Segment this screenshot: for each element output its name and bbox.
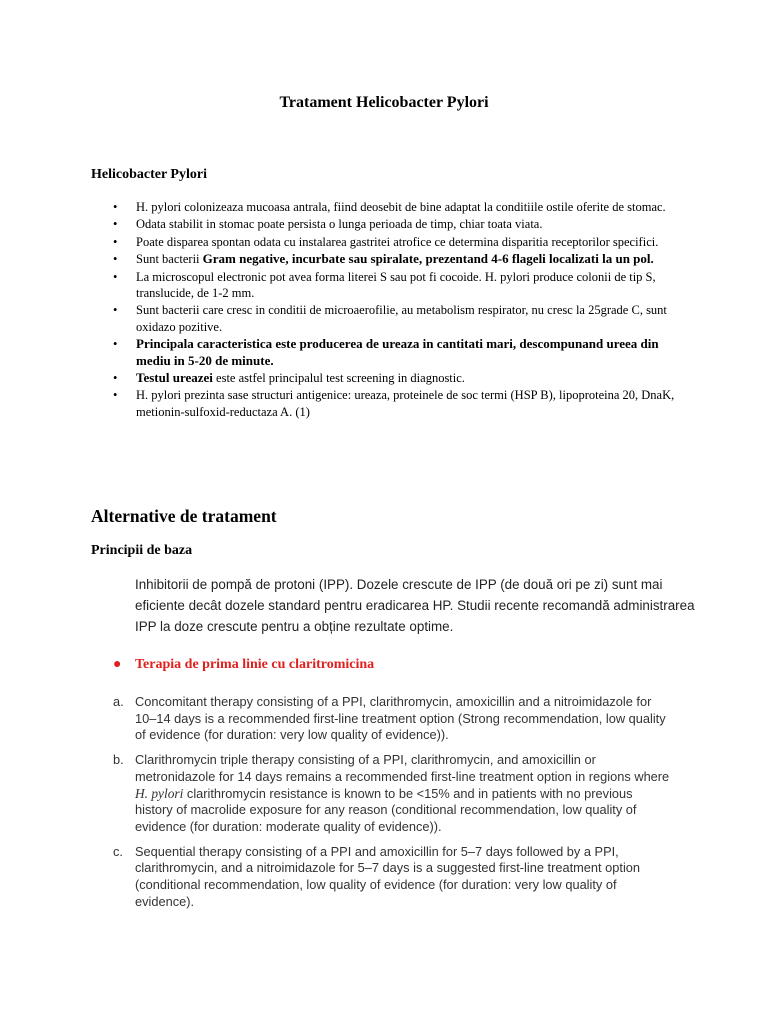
section-heading: Helicobacter Pylori: [91, 167, 207, 182]
red-bullet-icon: ●: [113, 657, 122, 672]
first-line-heading-item: [113, 657, 374, 673]
therapy-marker: c.: [113, 843, 123, 859]
list-item-text: Sunt bacterii care cresc in conditii de microaerofilie, au metabolism respirator, nu cresc la 25grade C, sunt oxidazo pozitive.: [136, 303, 667, 334]
list-item-text: Poate disparea spontan odata cu instalarea gastritei atrofice ce determina disparitia receptorilor specifici.: [136, 234, 659, 249]
list-item: [91, 251, 691, 267]
principles-heading: Principii de baza: [91, 543, 193, 558]
bullet-icon: •: [113, 337, 118, 352]
therapy-item: [113, 752, 673, 836]
list-item: [91, 387, 691, 420]
bullet-icon: •: [113, 217, 118, 232]
principles-paragraph: Inhibitorii de pompă de protoni (IPP). Dozele crescute de IPP (de două ori pe zi) sunt mai eficiente decât dozele standard pentru eradicarea HP. Studii recente recomandă administrarea IPP la doze crescute pentru a obține rezultate optime.: [135, 577, 695, 634]
bullet-icon: •: [113, 234, 118, 249]
bullet-icon: •: [113, 200, 118, 214]
bullet-icon: •: [113, 269, 118, 284]
list-item: [91, 336, 691, 369]
bullet-icon: •: [113, 388, 118, 403]
therapy-list: [113, 694, 673, 918]
list-item: [91, 199, 691, 215]
list-item-text: este astfel principalul test screening in diagnostic.: [212, 371, 465, 386]
bullet-icon: •: [113, 371, 118, 386]
facts-list: [91, 199, 691, 421]
alternatives-heading: Alternative de tratament: [91, 506, 277, 526]
list-item: [91, 216, 691, 232]
therapy-item: [113, 844, 673, 911]
list-item: [91, 234, 691, 250]
list-item-bold-text: Gram negative, incurbate sau spiralate, prezentand 4-6 flageli localizati la un pol.: [202, 251, 654, 267]
therapy-text: clarithromycin resistance is known to be <15% and in patients with no previous history of macrolide exposure for any reason (conditional recommendation, low quality of evidence (for duration: moderate quality of evidence)).: [135, 785, 637, 834]
list-item-text: Sunt bacterii: [136, 252, 203, 267]
therapy-marker: b.: [113, 752, 124, 768]
list-item-text: H. pylori prezinta sase structuri antigenice: ureaza, proteinele de soc termi (HSP B), lipoproteina 20, DnaK, metionin-sulfoxid-reductaza A. (1): [136, 388, 675, 419]
list-item-bold-text: Principala caracteristica este producerea de ureaza in cantitati mari, descompunand ureea din mediu in 5-20 de minute.: [136, 336, 659, 368]
list-item: [91, 370, 691, 386]
therapy-text: Clarithromycin triple therapy consisting of a PPI, clarithromycin, and amoxicillin or metronidazole for 14 days remains a recommended first-line treatment option in regions where: [135, 752, 670, 784]
list-item-text: La microscopul electronic pot avea forma literei S sau pot fi cocoide. H. pylori produce colonii de tip S, translucide, de 1-2 mm.: [136, 269, 656, 301]
therapy-marker: a.: [113, 694, 124, 709]
list-item: [91, 269, 691, 302]
list-item-text: Odata stabilit in stomac poate persista o lunga perioada de timp, chiar toata viata.: [136, 217, 543, 232]
document-title: Tratament Helicobacter Pylori: [279, 94, 489, 111]
list-item-bold-text: Testul ureazei: [136, 370, 213, 386]
list-item: [91, 302, 691, 335]
therapy-italic-text: H. pylori: [135, 785, 184, 801]
bullet-icon: •: [113, 252, 118, 267]
therapy-item: [113, 694, 673, 744]
list-item-text: H. pylori colonizeaza mucoasa antrala, fiind deosebit de bine adaptat la conditiile ostile oferite de stomac.: [136, 200, 666, 214]
first-line-heading: Terapia de prima linie cu claritromicina: [135, 657, 375, 672]
therapy-text: Concomitant therapy consisting of a PPI, clarithromycin, amoxicillin and a nitroimidazole for 10–14 days is a recommended first-line treatment option (Strong recommendation, low quality of evidence (for duration: very low quality of evidence)).: [135, 694, 666, 743]
bullet-icon: •: [113, 303, 118, 318]
therapy-text: Sequential therapy consisting of a PPI and amoxicillin for 5–7 days followed by a PPI, clarithromycin, and a nitroimidazole for 5–7 days is a suggested first-line treatment option (conditional recommendation, low quality of evidence (for duration: very low quality of evidence).: [135, 843, 641, 909]
